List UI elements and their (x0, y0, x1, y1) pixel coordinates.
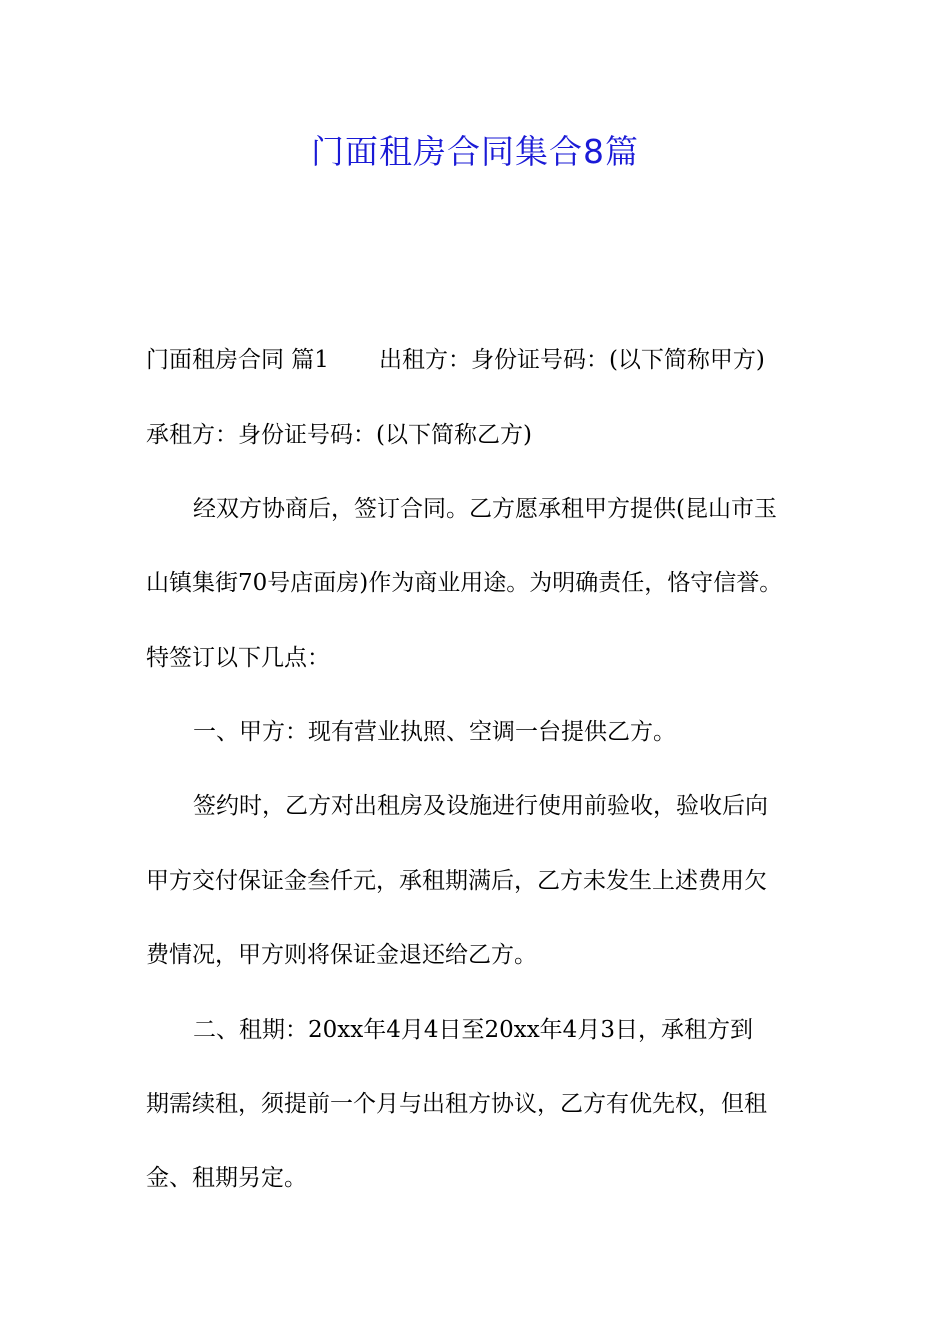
clause-two: 二、租期：20xx年4月4日至20xx年4月3日，承租方到 (193, 1017, 753, 1043)
lessee-info: 承租方：身份证号码：(以下简称乙方) (146, 422, 532, 448)
document-title: 门面租房合同集合8篇 (311, 132, 639, 171)
paragraph-line: 期需续租，须提前一个月与出租方协议，乙方有优先权，但租 (146, 1091, 767, 1117)
lessor-info: 出租方：身份证号码：(以下简称甲方) (378, 347, 765, 373)
paragraph-line: 经双方协商后，签订合同。乙方愿承租甲方提供(昆山市玉 (193, 496, 777, 522)
paragraph-line: 费情况，甲方则将保证金退还给乙方。 (146, 942, 537, 968)
section-heading: 门面租房合同 篇1 (146, 347, 329, 373)
paragraph-line (146, 345, 826, 375)
paragraph-line: 签约时，乙方对出租房及设施进行使用前验收，验收后向 (193, 793, 768, 819)
clause-one: 一、甲方：现有营业执照、空调一台提供乙方。 (193, 719, 676, 745)
paragraph-line: 甲方交付保证金叁仟元，承租期满后，乙方未发生上述费用欠 (146, 868, 767, 894)
paragraph-line: 特签订以下几点： (146, 645, 330, 671)
paragraph-line: 金、租期另定。 (146, 1165, 307, 1191)
paragraph-line: 山镇集街70号店面房)作为商业用途。为明确责任，恪守信誉。 (146, 570, 783, 596)
